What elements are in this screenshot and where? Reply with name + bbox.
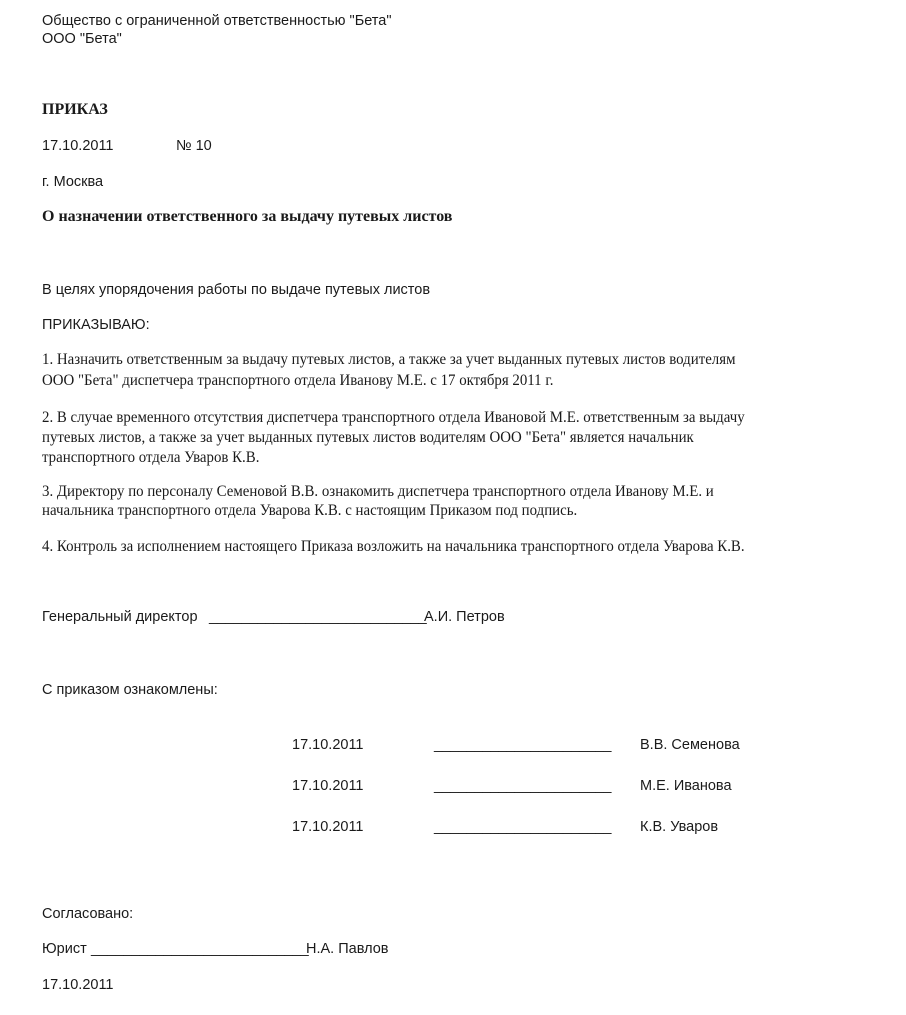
item-2-line-2: путевых листов, а также за учет выданных путевых листов водителям ООО "Бета" является начальник	[42, 429, 694, 446]
intro-text: В целях упорядочения работы по выдаче путевых листов	[42, 282, 431, 298]
org-full-name: Общество с ограниченной ответственностью "Бета"	[42, 13, 392, 29]
item-3-line-1: 3. Директору по персоналу Семеновой В.В. ознакомить диспетчера транспортного отдела Иванову М.Е. и	[42, 483, 714, 500]
order-subject: О назначении ответственного за выдачу путевых листов	[42, 208, 453, 225]
acq-name-3: К.В. Уваров	[640, 819, 719, 835]
acq-name-1: В.В. Семенова	[640, 737, 740, 753]
item-3-line-2: начальника транспортного отдела Уварова К.В. с настоящим Приказом под подпись.	[42, 502, 578, 519]
order-city: г. Москва	[42, 174, 104, 190]
acquainted-label: С приказом ознакомлены:	[42, 682, 218, 698]
approval-name: Н.А. Павлов	[306, 941, 389, 957]
item-2-line-3: транспортного отдела Уваров К.В.	[42, 449, 260, 466]
approval-position: Юрист	[42, 941, 87, 957]
item-1-line-2: ООО "Бета" диспетчера транспортного отдела Иванову М.Е. с 17 октября 2011 г.	[42, 372, 554, 389]
signature-position: Генеральный директор	[42, 609, 198, 625]
item-2-line-1: 2. В случае временного отсутствия диспетчера транспортного отдела Ивановой М.Е. ответственным за выдачу	[42, 409, 745, 426]
approval-line: ___________________________	[91, 941, 309, 957]
acq-date-2: 17.10.2011	[292, 778, 364, 794]
org-short-name: ООО "Бета"	[42, 31, 122, 47]
item-4-line-1: 4. Контроль за исполнением настоящего Приказа возложить на начальника транспортного отдела Уварова К.В.	[42, 538, 745, 555]
acq-date-3: 17.10.2011	[292, 819, 364, 835]
command-text: ПРИКАЗЫВАЮ:	[42, 317, 150, 333]
acq-line-2: ______________________	[434, 778, 612, 794]
approval-label: Согласовано:	[42, 906, 134, 922]
order-number: № 10	[176, 138, 212, 154]
acq-line-3: ______________________	[434, 819, 612, 835]
acq-name-2: М.Е. Иванова	[640, 778, 732, 794]
order-date: 17.10.2011	[42, 138, 114, 154]
item-1-line-1: 1. Назначить ответственным за выдачу путевых листов, а также за учет выданных путевых листов водителям	[42, 351, 736, 368]
acq-date-1: 17.10.2011	[292, 737, 364, 753]
acq-line-1: ______________________	[434, 737, 612, 753]
order-title: ПРИКАЗ	[42, 101, 108, 118]
signature-name: А.И. Петров	[424, 609, 505, 625]
approval-date: 17.10.2011	[42, 977, 114, 993]
signature-line: ___________________________	[209, 609, 427, 625]
